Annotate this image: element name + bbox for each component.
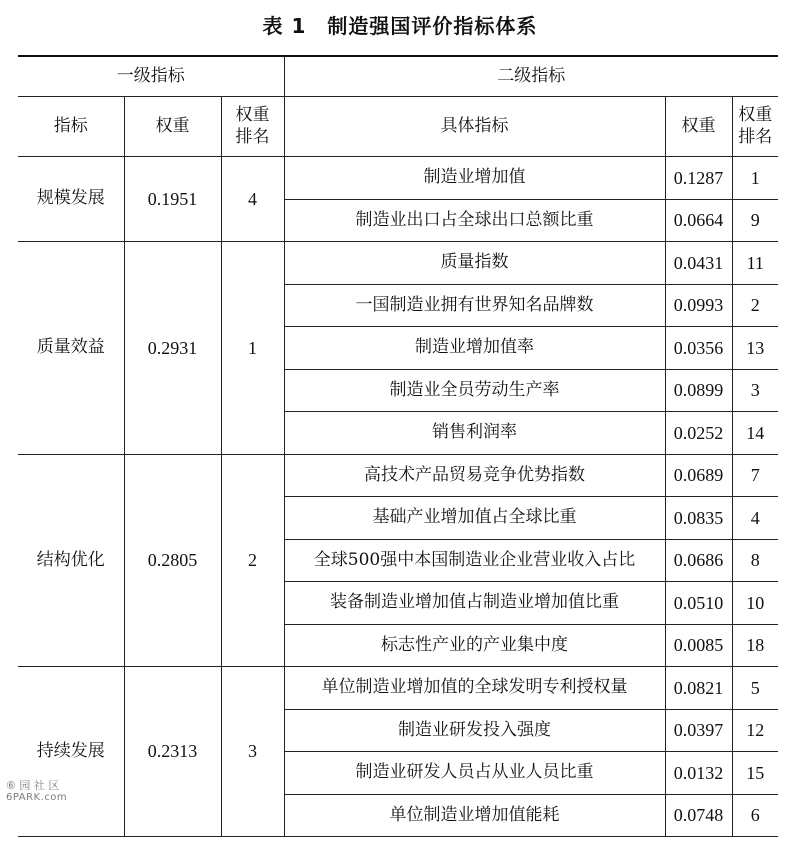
item-weight: 0.0821 [665,667,732,710]
item-weight: 0.0664 [665,199,732,242]
item-rank: 18 [732,624,778,667]
item-weight: 0.0356 [665,327,732,370]
header-weight-rank: 权重排名 [221,97,284,157]
item-rank: 4 [732,497,778,540]
item-rank: 3 [732,369,778,412]
item-name: 基础产业增加值占全球比重 [284,497,665,540]
item-weight: 0.0748 [665,794,732,837]
item-weight: 0.0431 [665,242,732,285]
group-weight: 0.2931 [124,242,221,455]
item-rank: 6 [732,794,778,837]
header-weight: 权重 [124,97,221,157]
group-rank: 2 [221,454,284,667]
item-weight: 0.0132 [665,752,732,795]
item-weight: 0.0689 [665,454,732,497]
item-name: 制造业出口占全球出口总额比重 [284,199,665,242]
item-name: 制造业研发人员占从业人员比重 [284,752,665,795]
table-row [18,242,778,285]
group-name: 规模发展 [18,157,124,242]
item-weight: 0.0899 [665,369,732,412]
table-row [18,454,778,497]
watermark-line2: 6PARK.com [6,792,68,804]
item-rank: 9 [732,199,778,242]
group-name: 结构优化 [18,454,124,667]
item-name: 高技术产品贸易竞争优势指数 [284,454,665,497]
item-rank: 5 [732,667,778,710]
item-name: 单位制造业增加值的全球发明专利授权量 [284,667,665,710]
header-specific-indicator: 具体指标 [284,97,665,157]
item-rank: 8 [732,539,778,582]
item-rank: 11 [732,242,778,285]
item-weight: 0.0993 [665,284,732,327]
item-rank: 15 [732,752,778,795]
item-name: 销售利润率 [284,412,665,455]
item-rank: 10 [732,582,778,625]
item-name: 单位制造业增加值能耗 [284,794,665,837]
item-name: 制造业增加值率 [284,327,665,370]
item-name: 标志性产业的产业集中度 [284,624,665,667]
header-indicator: 指标 [18,97,124,157]
item-name: 全球500强中本国制造业企业营业收入占比 [284,539,665,582]
item-rank: 7 [732,454,778,497]
item-rank: 14 [732,412,778,455]
table-row [18,667,778,710]
item-name: 装备制造业增加值占制造业增加值比重 [284,582,665,625]
item-rank: 2 [732,284,778,327]
item-weight: 0.1287 [665,157,732,200]
group-weight: 0.2805 [124,454,221,667]
header-weight-rank2: 权重排名 [732,97,778,157]
item-weight: 0.0085 [665,624,732,667]
group-weight: 0.1951 [124,157,221,242]
item-weight: 0.0510 [665,582,732,625]
group-rank: 3 [221,667,284,837]
item-weight: 0.0835 [665,497,732,540]
group-name: 持续发展 [18,667,124,837]
watermark-line1: ⑥ 园 社 区 [6,779,60,792]
item-rank: 1 [732,157,778,200]
item-name: 制造业增加值 [284,157,665,200]
item-weight: 0.0686 [665,539,732,582]
header-level1: 一级指标 [18,56,284,97]
group-rank: 1 [221,242,284,455]
header-weight2: 权重 [665,97,732,157]
item-rank: 13 [732,327,778,370]
item-weight: 0.0252 [665,412,732,455]
group-rank: 4 [221,157,284,242]
header-level2: 二级指标 [284,56,778,97]
item-name: 一国制造业拥有世界知名品牌数 [284,284,665,327]
item-name: 制造业全员劳动生产率 [284,369,665,412]
group-name: 质量效益 [18,242,124,455]
watermark [6,780,67,803]
table-row [18,157,778,200]
group-weight: 0.2313 [124,667,221,837]
item-rank: 12 [732,709,778,752]
item-name: 制造业研发投入强度 [284,709,665,752]
table-title: 表 1 制造强国评价指标体系 [262,14,538,38]
item-name: 质量指数 [284,242,665,285]
item-weight: 0.0397 [665,709,732,752]
evaluation-index-table [18,55,778,837]
